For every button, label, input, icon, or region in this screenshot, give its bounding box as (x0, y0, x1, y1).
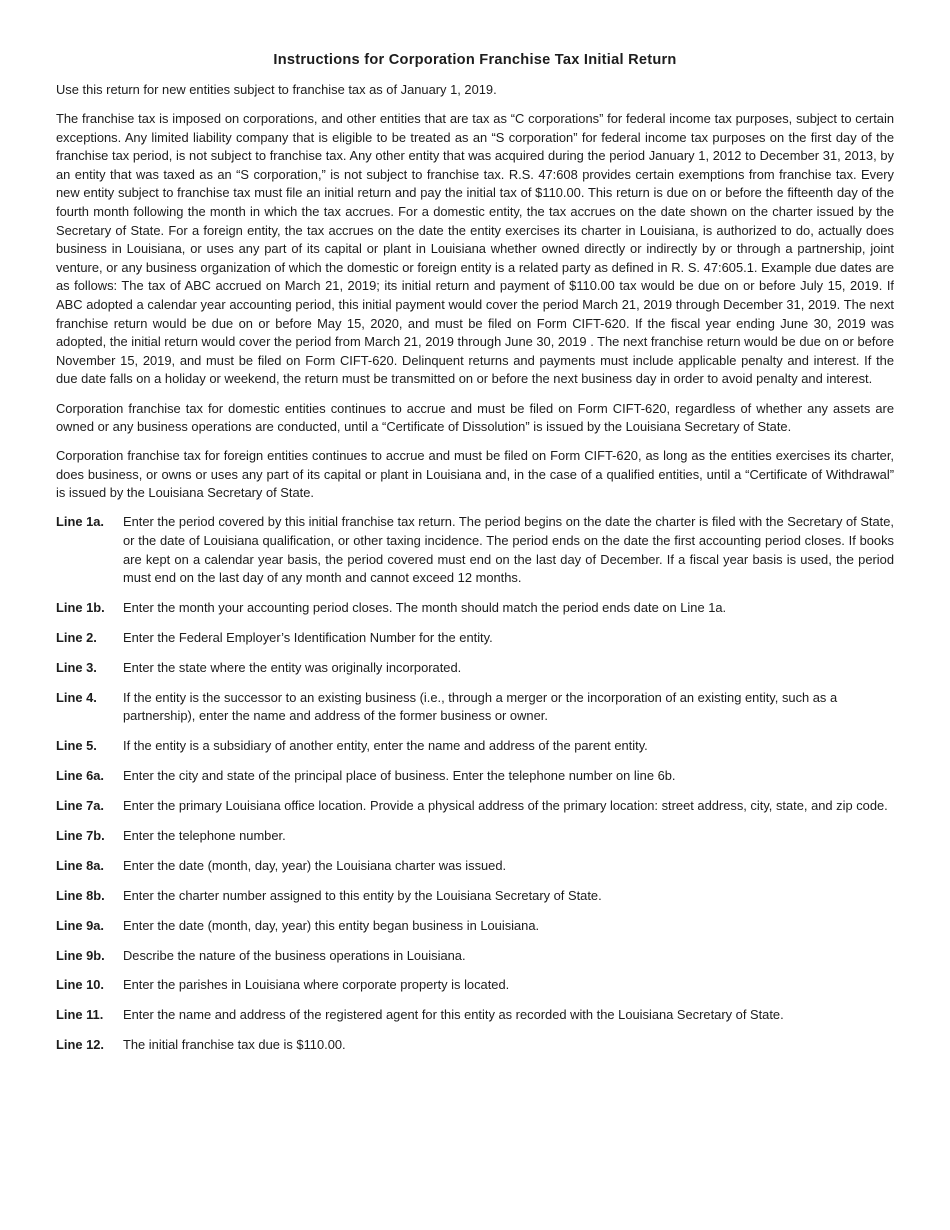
line-text: Enter the date (month, day, year) this entity began business in Louisiana. (123, 917, 540, 933)
line-label: Line 1a. (56, 514, 105, 530)
line-label: Line 2. (56, 630, 97, 646)
intro-paragraph-franchise-tax: The franchise tax is imposed on corporations, and other entities that are tax as “C corporations” for federal income tax purposes, subject to certain exceptions. Any limited liability company that is eligible to be treated as an “S corporation” for federal income tax purposes on the first day of the franchise tax period, is not subject to franchise tax. Any other entity that was acquired during the period January 1, 2012 to December 31, 2013, by an entity that was taxed as an “S corporation,” is not subject to franchise tax. R.S. 47:608 provides certain exemptions from franchise tax. Every new entity subject to franchise tax must file an initial return and pay the initial tax of $110.00. This return is due on or before the fifteenth day of the fourth month following the month in which the tax accrues. For a domestic entity, the tax accrues on the date shown on the charter issued by the Secretary of State. For a foreign entity, the tax accrues on the date the entity exercises its charter in Louisiana, is authorized to do, actually does business in Louisiana, or uses any part of its capital or plant in Louisiana whether owned directly or indirectly by or through a partnership, joint venture, or any business organization of which the domestic or foreign entity is a related party as defined in R. S. 47:605.1. Example due dates are as follows: The tax of ABC accrued on March 21, 2019; its initial return and payment of $110.00 tax would be due on or before July 15, 2019. If ABC adopted a calendar year accounting period, this initial payment would cover the period March 21, 2019 through December 31, 2019. The next franchise return would be due on or before May 15, 2020, and must be filed on Form CIFT-620. If the fiscal year ending June 30, 2019 was adopted, the initial return would cover the period from March 21, 2019 through June 30, 2019 . The next franchise return would be due on or before November 15, 2019, and must be filed on Form CIFT-620. Delinquent returns and payments must include applicable penalty and interest. If the due date falls on a holiday or weekend, the return must be transmitted on or before the next business day in order to avoid penalty and interest. (56, 111, 894, 387)
line-instructions-list (56, 513, 894, 1054)
line-item-8a (56, 857, 894, 876)
line-label: Line 10. (56, 977, 105, 993)
line-text: Enter the primary Louisiana office location. Provide a physical address of the primary location: street address, city, state, and zip code. (123, 798, 888, 814)
line-item-7a (56, 797, 894, 816)
line-text: Enter the parishes in Louisiana where corporate property is located. (123, 977, 510, 993)
line-item-6a (56, 767, 894, 786)
line-text: Enter the city and state of the principal place of business. Enter the telephone number on line 6b. (123, 768, 676, 784)
line-label: Line 9a. (56, 917, 105, 933)
line-text: Enter the charter number assigned to this entity by the Louisiana Secretary of State. (123, 887, 602, 903)
intro-paragraph-domestic-entities: Corporation franchise tax for domestic entities continues to accrue and must be filed on Form CIFT-620, regardless of whether any assets are owned or any business operations are conducted, until a “Certificate of Dissolution” is issued by the Louisiana Secretary of State. (56, 400, 894, 435)
line-item-9a (56, 917, 894, 936)
line-text: Enter the state where the entity was originally incorporated. (123, 659, 462, 675)
line-text: Enter the period covered by this initial franchise tax return. The period begins on the date the charter is filed with the Secretary of State, or the date of Louisiana qualification, or other taxing incidence. The period ends on the date the first accounting period closes. If books are kept on a calendar year basis, the period covered must end on the last day of December. If a fiscal year basis is used, the period must end on the last day of any month and cannot exceed 12 months. (123, 514, 894, 586)
line-label: Line 6a. (56, 768, 105, 784)
line-item-9b (56, 947, 894, 966)
intro-paragraph-applicability: Use this return for new entities subject to franchise tax as of January 1, 2019. (56, 82, 497, 97)
line-text: The initial franchise tax due is $110.00. (123, 1037, 346, 1053)
line-text: Enter the Federal Employer’s Identification Number for the entity. (123, 630, 493, 646)
line-item-8b (56, 887, 894, 906)
line-label: Line 4. (56, 689, 97, 705)
line-text: Enter the month your accounting period closes. The month should match the period ends date on Line 1a. (123, 600, 727, 616)
line-text: Describe the nature of the business operations in Louisiana. (123, 947, 466, 963)
line-text: Enter the name and address of the registered agent for this entity as recorded with the Louisiana Secretary of State. (123, 1007, 784, 1023)
line-text: If the entity is the successor to an existing business (i.e., through a merger or the incorporation of an existing entity, such as a partnership), enter the name and address of the former business or owner. (123, 689, 838, 724)
line-item-2 (56, 629, 894, 648)
line-item-12 (56, 1036, 894, 1055)
line-label: Line 11. (56, 1007, 104, 1023)
line-label: Line 7b. (56, 827, 105, 843)
line-label: Line 5. (56, 738, 97, 754)
line-item-4 (56, 689, 894, 726)
intro-paragraph-foreign-entities: Corporation franchise tax for foreign entities continues to accrue and must be filed on Form CIFT-620, as long as the entities exercises its charter, does business, or owns or uses any part of its capital or plant in Louisiana and, in the case of a qualified entities, until a “Certificate of Withdrawal” is issued by the Louisiana Secretary of State. (56, 448, 894, 501)
line-item-1b (56, 599, 894, 618)
line-item-5 (56, 737, 894, 756)
page-title: Instructions for Corporation Franchise Tax Initial Return (273, 52, 677, 68)
line-item-10 (56, 976, 894, 995)
line-text: Enter the date (month, day, year) the Louisiana charter was issued. (123, 857, 507, 873)
line-label: Line 8b. (56, 887, 105, 903)
line-label: Line 7a. (56, 798, 105, 814)
line-label: Line 3. (56, 659, 97, 675)
line-label: Line 8a. (56, 857, 105, 873)
line-label: Line 1b. (56, 600, 105, 616)
line-item-3 (56, 659, 894, 678)
line-text: If the entity is a subsidiary of another entity, enter the name and address of the parent entity. (123, 738, 648, 754)
line-label: Line 12. (56, 1037, 105, 1053)
line-item-7b (56, 827, 894, 846)
line-item-11 (56, 1006, 894, 1025)
line-item-1a (56, 513, 894, 587)
line-text: Enter the telephone number. (123, 827, 286, 843)
line-label: Line 9b. (56, 947, 105, 963)
instructions-page (56, 50, 894, 1066)
